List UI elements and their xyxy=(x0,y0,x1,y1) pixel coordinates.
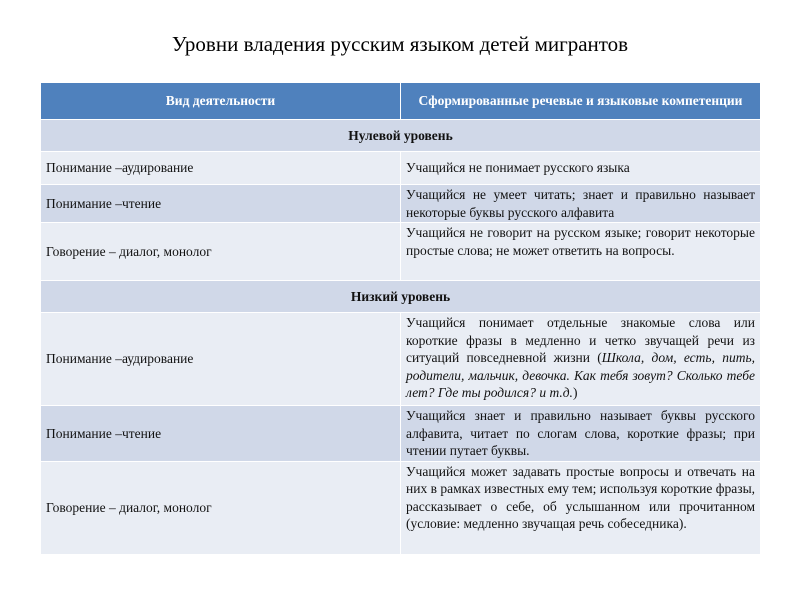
table-row xyxy=(41,152,761,185)
level-row xyxy=(41,120,761,152)
table-row xyxy=(41,223,761,281)
activity: Говорение – диалог, монолог xyxy=(41,223,401,281)
activity: Понимание –аудирование xyxy=(41,152,401,185)
level-row xyxy=(41,281,761,313)
activity: Говорение – диалог, монолог xyxy=(41,461,401,554)
competency-text: Учащийся понимает отдельные знакомые слова или короткие фразы в медленно и четко звучащей речи из ситуаций повседневной жизни ( xyxy=(406,315,755,365)
activity: Понимание –аудирование xyxy=(41,313,401,406)
table-row xyxy=(41,461,761,554)
level-zero: Нулевой уровень xyxy=(41,120,761,152)
competency: Учащийся не говорит на русском языке; говорит некоторые простые слова; не может ответить на вопросы. xyxy=(401,223,761,281)
slide-title: Уровни владения русским языком детей мигрантов xyxy=(171,32,629,56)
competency-tail: ) xyxy=(572,385,578,400)
competency: Учащийся не умеет читать; знает и правильно называет некоторые буквы русского алфавита xyxy=(401,185,761,223)
language-levels-table xyxy=(40,82,761,555)
examples-italic: Школа, дом, есть, пить, родители, мальчик, девочка. Как тебя зовут? Сколько тебе лет? Где ты родился? и т.д. xyxy=(406,350,755,400)
competency xyxy=(401,313,761,406)
competency: Учащийся не понимает русского языка xyxy=(401,152,761,185)
table-row xyxy=(41,185,761,223)
competency: Учащийся может задавать простые вопросы и отвечать на них в рамках известных ему тем; используя короткие фразы, рассказывает о себе, об услышанном или прочитанном (условие: медленно звучащая речь собеседника). xyxy=(401,461,761,554)
competency: Учащийся знает и правильно называет буквы русского алфавита, читает по слогам слова, короткие фразы; при чтении путает буквы. xyxy=(401,406,761,462)
level-low: Низкий уровень xyxy=(41,281,761,313)
activity: Понимание –чтение xyxy=(41,406,401,462)
table-row xyxy=(41,313,761,406)
table-row xyxy=(41,406,761,462)
table-header xyxy=(41,83,761,120)
activity: Понимание –чтение xyxy=(41,185,401,223)
header-activity: Вид деятельности xyxy=(41,83,401,120)
header-competencies: Сформированные речевые и языковые компетенции xyxy=(401,83,761,120)
